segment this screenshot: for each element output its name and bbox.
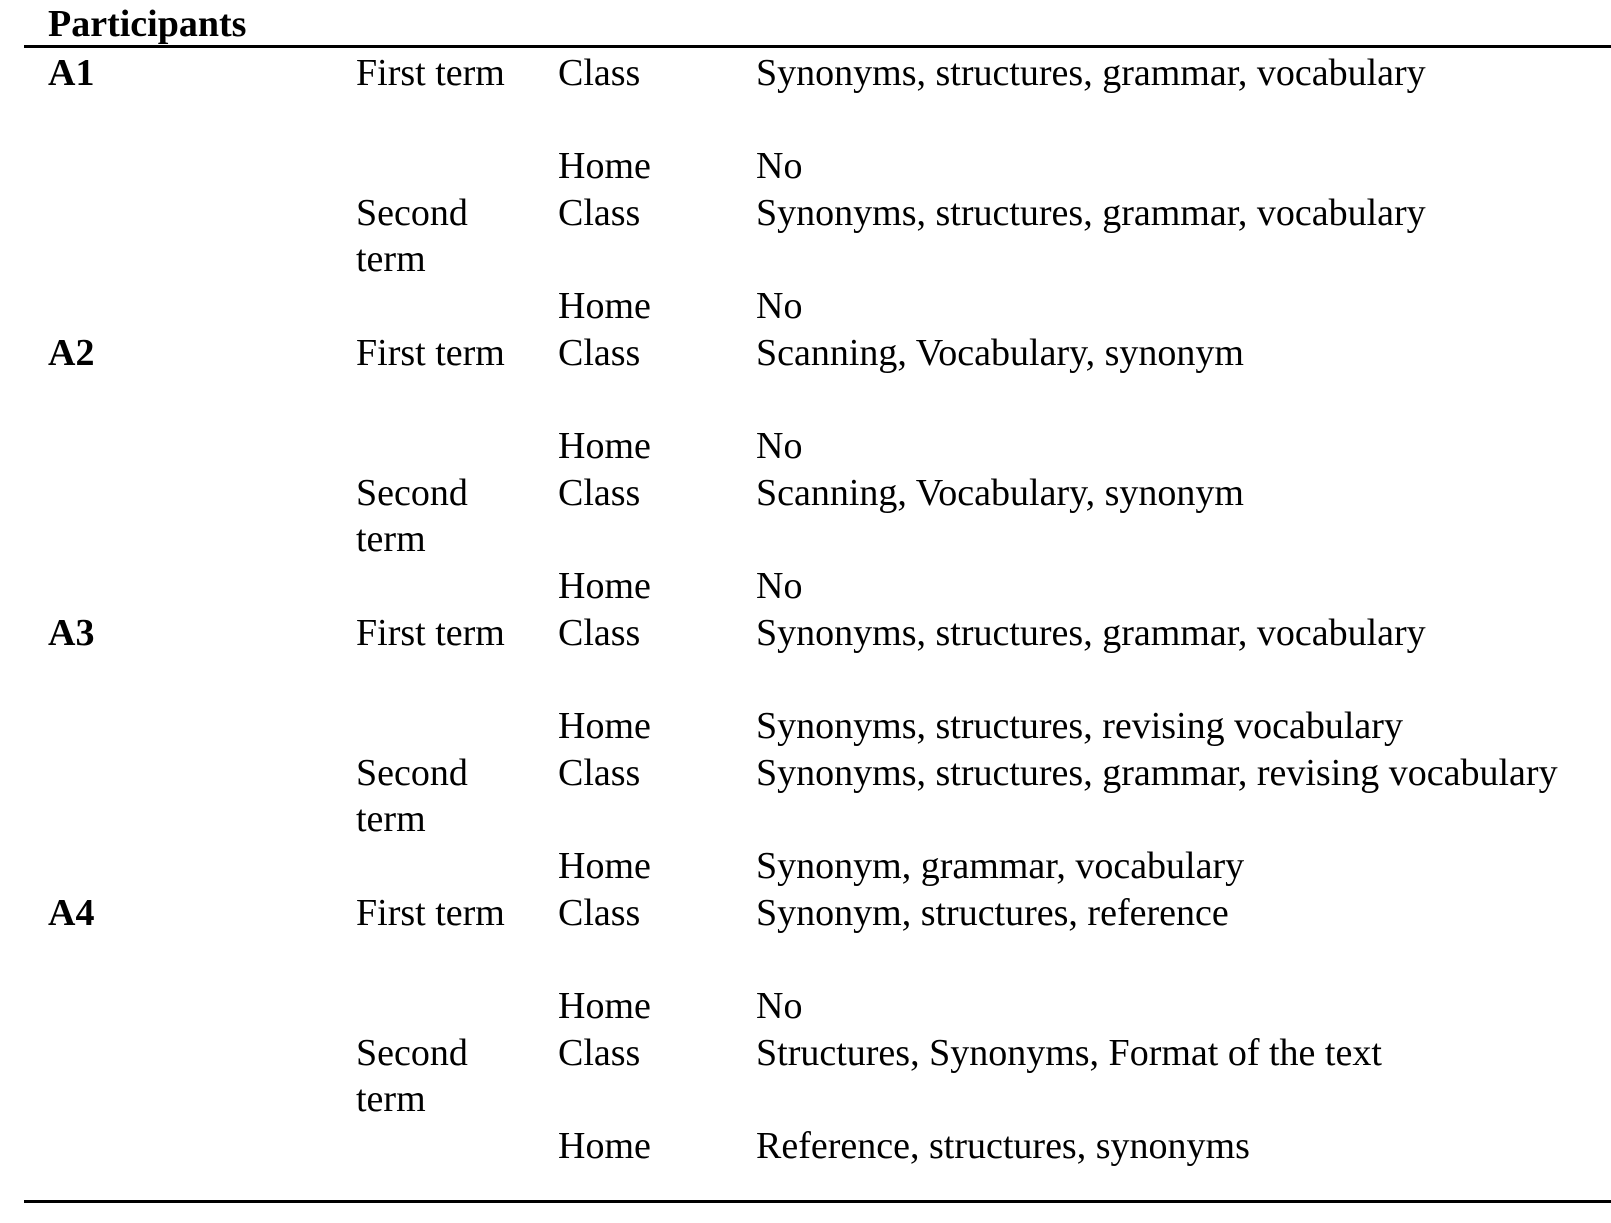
setting-class-label: Class bbox=[558, 52, 641, 94]
setting-class-label: Class bbox=[558, 332, 641, 374]
home-content: No bbox=[756, 285, 803, 327]
term-label: First term bbox=[356, 892, 505, 934]
class-content: Synonyms, structures, grammar, vocabulary bbox=[756, 192, 1426, 234]
setting-class-label: Class bbox=[558, 612, 641, 654]
setting-home-label: Home bbox=[558, 985, 651, 1027]
term-label: Second term bbox=[356, 1032, 468, 1120]
class-content: Scanning, Vocabulary, synonym bbox=[756, 332, 1244, 374]
setting-home-label: Home bbox=[558, 1125, 651, 1167]
class-content: Synonym, structures, reference bbox=[756, 892, 1229, 934]
term-label: Second term bbox=[356, 472, 468, 560]
class-content: Synonyms, structures, grammar, revising vocabulary bbox=[756, 752, 1558, 794]
participants-header: Participants bbox=[48, 3, 247, 45]
bottom-rule bbox=[24, 1200, 1611, 1203]
participant-id: A4 bbox=[48, 892, 95, 934]
term-label: Second term bbox=[356, 192, 468, 280]
participant-id: A1 bbox=[48, 52, 95, 94]
home-content: No bbox=[756, 425, 803, 467]
setting-class-label: Class bbox=[558, 192, 641, 234]
term-label: First term bbox=[356, 332, 505, 374]
class-content: Synonyms, structures, grammar, vocabulary bbox=[756, 52, 1426, 94]
setting-class-label: Class bbox=[558, 1032, 641, 1074]
setting-home-label: Home bbox=[558, 285, 651, 327]
setting-home-label: Home bbox=[558, 425, 651, 467]
home-content: Reference, structures, synonyms bbox=[756, 1125, 1250, 1167]
home-content: No bbox=[756, 145, 803, 187]
setting-home-label: Home bbox=[558, 705, 651, 747]
participant-id: A3 bbox=[48, 612, 95, 654]
home-content: Synonyms, structures, revising vocabulary bbox=[756, 705, 1403, 747]
setting-home-label: Home bbox=[558, 145, 651, 187]
class-content: Synonyms, structures, grammar, vocabulary bbox=[756, 612, 1426, 654]
home-content: Synonym, grammar, vocabulary bbox=[756, 845, 1245, 887]
term-label: Second term bbox=[356, 752, 468, 840]
setting-class-label: Class bbox=[558, 472, 641, 514]
setting-class-label: Class bbox=[558, 752, 641, 794]
top-rule bbox=[24, 45, 1611, 48]
participant-id: A2 bbox=[48, 332, 95, 374]
setting-class-label: Class bbox=[558, 892, 641, 934]
term-label: First term bbox=[356, 612, 505, 654]
home-content: No bbox=[756, 985, 803, 1027]
class-content: Scanning, Vocabulary, synonym bbox=[756, 472, 1244, 514]
home-content: No bbox=[756, 565, 803, 607]
setting-home-label: Home bbox=[558, 845, 651, 887]
term-label: First term bbox=[356, 52, 505, 94]
setting-home-label: Home bbox=[558, 565, 651, 607]
class-content: Structures, Synonyms, Format of the text bbox=[756, 1032, 1382, 1074]
